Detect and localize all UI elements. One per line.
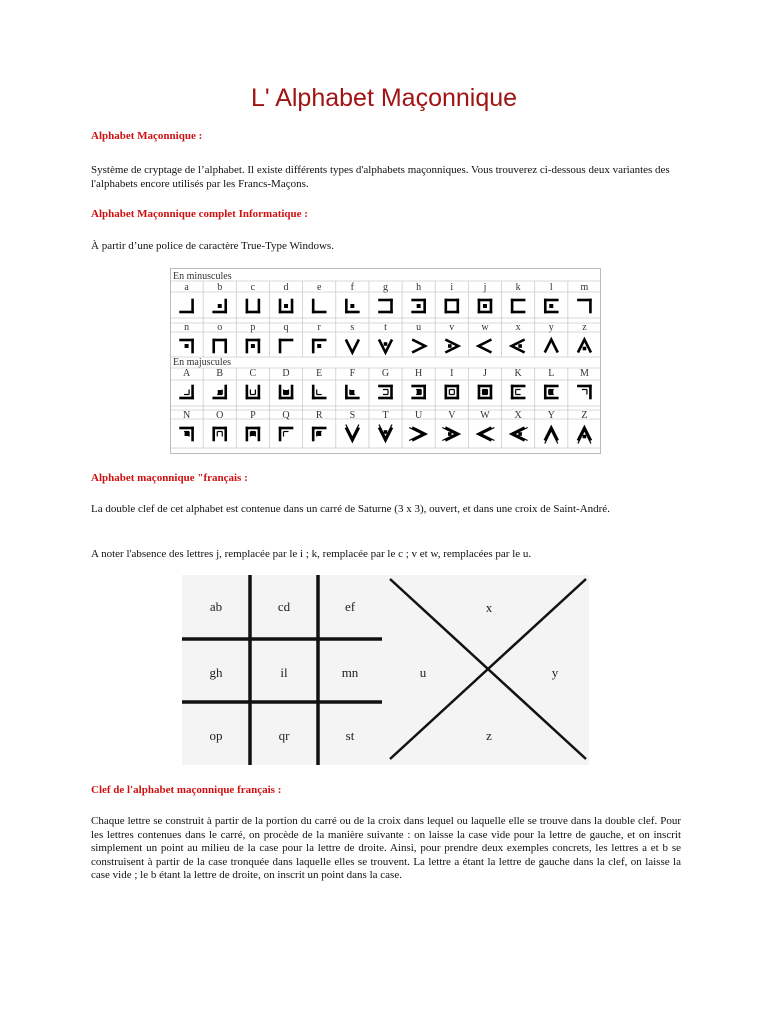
letter-D: D [282,368,290,379]
upper-label: En majuscules [173,357,232,368]
letter-u: u [416,322,422,333]
letter-C: C [249,368,257,379]
letter-j: j [483,282,487,293]
letter-c: c [250,282,256,293]
grid-cell-cd: cd [277,599,291,614]
letter-d: d [283,282,289,293]
letter-g: g [383,282,388,293]
letter-B: B [216,368,224,379]
letter-l: l [549,282,553,293]
letter-O: O [216,410,224,421]
grid-cell-gh: gh [209,665,223,680]
letter-x: x [515,322,521,333]
letter-T: T [382,410,389,421]
letter-n: n [184,322,190,333]
cross-bottom-z: z [486,728,492,743]
grid-cell-qr: qr [278,728,290,743]
cross-top-x: x [485,600,493,615]
grid-cell-st: st [345,728,355,743]
grid-cell-op: op [209,728,223,743]
letter-e: e [316,282,322,293]
section-heading-francais: Alphabet maçonnique "français : [91,472,248,484]
lower-label: En minuscules [173,271,232,282]
letter-q: q [283,322,289,333]
intro-paragraph: Système de cryptage de l’alphabet. Il existe différents types d'alphabets maçonniques. Vous trouverez ci-dessous deux variantes des l'alphabets encore utilisés par les Francs-Maçons. [91,164,670,190]
letter-Z: Z [581,410,588,421]
cross-right-y: y [551,665,559,680]
grid-cell-ef: ef [344,599,356,614]
letter-h: h [416,282,422,293]
page-title: L' Alphabet Maçonnique [250,84,518,112]
letter-k: k [515,282,521,293]
letter-s: s [350,322,355,333]
letter-R: R [315,410,323,421]
letter-f: f [350,282,355,293]
clef-paragraph: Chaque lettre se construit à partir de la portion du carré ou de la croix dans lequel ou laquelle elle se trouve dans la double clef. Pour les lettres contenues dans le carré, on procède de la manière suivante : on laisse la case vide pour la lettre de gauche, et on inscrit simplement un point au milieu de la case pour la lettre de droite. Ainsi, pour prendre deux exemples concrets, les lettres a et b se construisent à partir de la case tronquée dans laquelle elles se trouvent. La lettre a étant la lettre de gauche dans la clef, on laisse la case vide ; le b étant la lettre de droite, on inscrit un point dans la case. [91,815,681,881]
letter-E: E [316,368,323,379]
letter-m: m [580,282,589,293]
letter-t: t [384,322,387,333]
absence-paragraph: A noter l'absence des lettres j, remplacée par le i ; k, remplacée par le c ; v et w, remplacées par le u. [91,548,532,560]
letter-H: H [415,368,423,379]
letter-X: X [514,410,522,421]
letter-A: A [182,368,191,379]
letter-M: M [579,368,589,379]
section-heading-alphabet: Alphabet Maçonnique : [91,130,203,142]
letter-z: z [582,322,587,333]
letter-i: i [450,282,454,293]
letter-N: N [182,410,191,421]
letter-p: p [250,322,256,333]
section-heading-informatique: Alphabet Maçonnique complet Informatique : [91,208,308,220]
letter-J: J [483,368,487,379]
letter-Q: Q [282,410,290,421]
grid-cell-mn: mn [341,665,359,680]
letter-P: P [250,410,256,421]
grid-cell-ab: ab [209,599,223,614]
truetype-paragraph: À partir d’une police de caractère True-Type Windows. [91,240,334,252]
letter-Y: Y [547,410,555,421]
letter-I: I [450,368,454,379]
letter-y: y [548,322,554,333]
letter-K: K [514,368,522,379]
cross-left-u: u [419,665,427,680]
saturne-paragraph: La double clef de cet alphabet est contenue dans un carré de Saturne (3 x 3), ouvert, et dans une croix de Saint-André. [91,503,610,515]
letter-o: o [217,322,223,333]
double-key-figure [182,575,589,765]
letter-L: L [548,368,555,379]
letter-a: a [184,282,189,293]
letter-G: G [381,368,390,379]
cipher-table [170,268,601,454]
section-heading-clef: Clef de l'alphabet maçonnique français : [91,784,282,796]
letter-r: r [317,322,321,333]
letter-b: b [217,282,223,293]
letter-W: W [480,410,490,421]
grid-cell-il: il [280,665,288,680]
letter-w: w [481,322,489,333]
letter-S: S [349,410,356,421]
letter-v: v [449,322,455,333]
letter-V: V [448,410,456,421]
letter-F: F [349,368,356,379]
letter-U: U [415,410,423,421]
